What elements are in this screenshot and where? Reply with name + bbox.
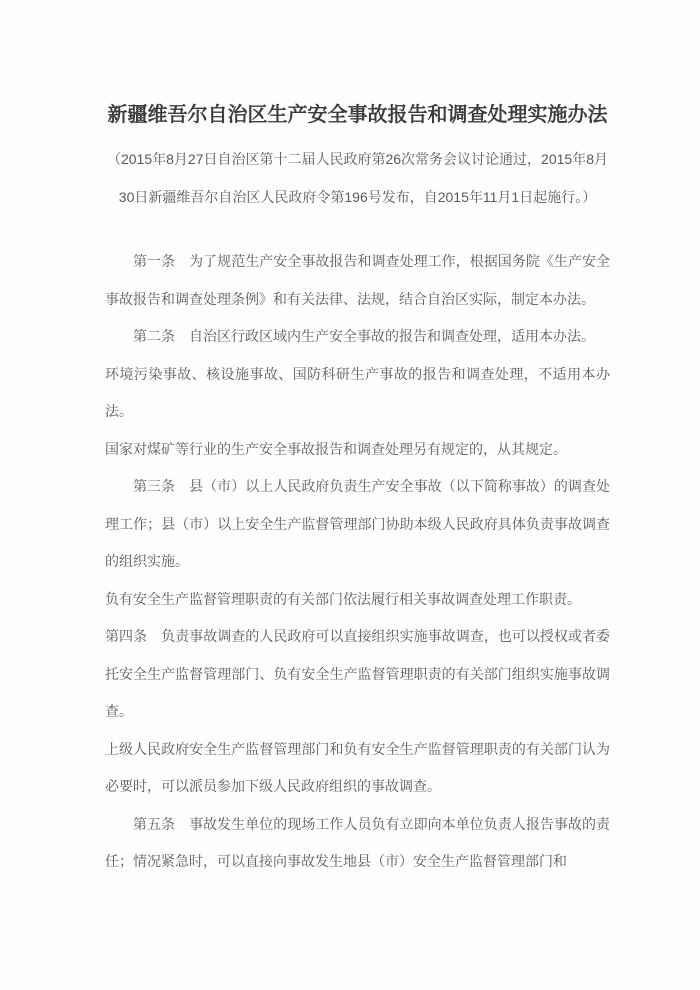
document-body [105, 243, 610, 881]
article-paragraph: 第五条 事故发生单位的现场工作人员负有立即向本单位负责人报告事故的责任；情况紧急时，可以直接向事故发生地县（市）安全生产监督管理部门和 [105, 815, 610, 869]
article-paragraph: 第四条 负责事故调查的人民政府可以直接组织实施事故调查，也可以授权或者委托安全生产监督管理部门、负有安全生产监督管理职责的有关部门组织实施事故调查。 [105, 628, 610, 719]
document-title: 新疆维吾尔自治区生产安全事故报告和调查处理实施办法 [107, 104, 608, 126]
article-paragraph: 第三条 县（市）以上人民政府负责生产安全事故（以下简称事故）的调查处理工作；县（市）以上安全生产监督管理部门协助本级人民政府具体负责事故调查的组织实施。 [105, 478, 610, 569]
article-paragraph: 国家对煤矿等行业的生产安全事故报告和调查处理另有规定的，从其规定。 [105, 440, 567, 457]
article-paragraph: 环境污染事故、核设施事故、国防科研生产事故的报告和调查处理，不适用本办法。 [105, 365, 610, 419]
article-paragraph: 负有安全生产监督管理职责的有关部门依法履行相关事故调查处理工作职责。 [105, 590, 581, 607]
article-paragraph: 第二条 自治区行政区域内生产安全事故的报告和调查处理，适用本办法。 [133, 328, 595, 344]
document-preamble: （2015年8月27日自治区第十二届人民政府第26次常务会议讨论通过，2015年8月30日新疆维吾尔自治区人民政府令第196号发布，自2015年11月1日起施行。） [106, 151, 608, 205]
article-paragraph: 第一条 为了规范生产安全事故报告和调查处理工作，根据国务院《生产安全事故报告和调查处理条例》和有关法律、法规，结合自治区实际，制定本办法。 [105, 253, 610, 307]
article-paragraph: 上级人民政府安全生产监督管理部门和负有安全生产监督管理职责的有关部门认为必要时，可以派员参加下级人民政府组织的事故调查。 [105, 740, 610, 794]
